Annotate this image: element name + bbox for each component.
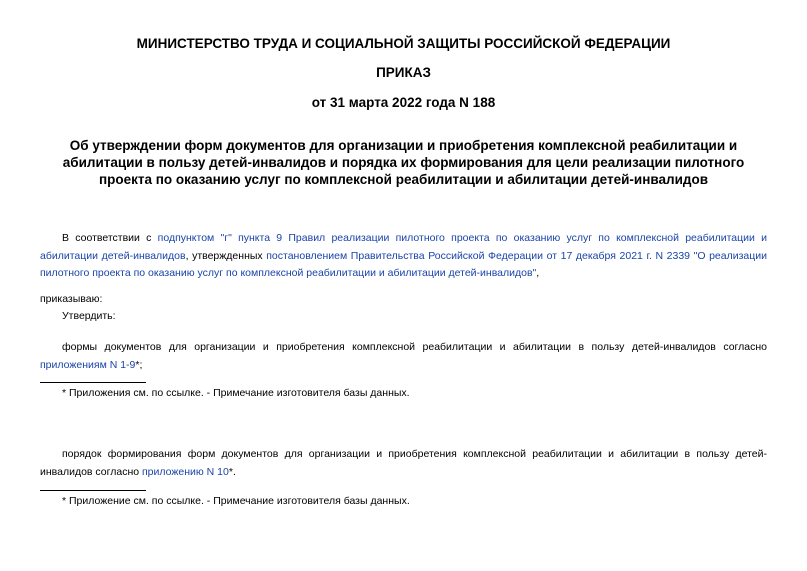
document-type: ПРИКАЗ: [376, 65, 431, 80]
preamble-text-1: В соответствии с: [62, 232, 158, 244]
footnote-2: * Приложение см. по ссылке. - Примечание изготовителя базы данных.: [62, 495, 410, 507]
footnote-divider-1: [40, 382, 146, 383]
order-word: приказываю:: [40, 293, 103, 305]
preamble-paragraph: [40, 230, 767, 283]
preamble-text-2: , утвержденных: [185, 249, 267, 262]
document-title: Об утверждении форм документов для организации и приобретения комплексной реабилитации и абилитации в пользу детей-инвалидов и порядка их формирования для цели реализации пилотного проекта по оказанию услуг по комплексной реабилитации и абилитации детей-инвалидов: [62, 138, 745, 187]
item-1-text: формы документов для организации и приобретения комплексной реабилитации и абилитации в пользу детей-инвалидов согласно: [62, 341, 767, 353]
item-2-paragraph: [40, 446, 767, 481]
ministry-heading: МИНИСТЕРСТВО ТРУДА И СОЦИАЛЬНОЙ ЗАЩИТЫ РОССИЙСКОЙ ФЕДЕРАЦИИ: [136, 36, 671, 51]
document-date-number: от 31 марта 2022 года N 188: [311, 95, 496, 110]
item-2-text: порядок формирования форм документов для организации и приобретения комплексной реабилитации и абилитации в пользу детей-инвалидов согласно: [40, 448, 767, 478]
item-2-tail: *.: [228, 465, 236, 478]
appendix-10-link[interactable]: приложению N 10: [142, 465, 229, 478]
rules-link[interactable]: подпунктом "г" пункта 9 Правил реализации пилотного проекта по оказанию услуг по комплексной реабилитации и абилитации детей-инвалидов: [40, 232, 768, 262]
appendices-link[interactable]: приложениям N 1-9: [40, 358, 136, 371]
footnote-1: * Приложения см. по ссылке. - Примечание изготовителя базы данных.: [62, 387, 410, 399]
item-1-tail: *;: [135, 358, 143, 371]
footnote-divider-2: [40, 490, 146, 491]
resolution-link[interactable]: постановлением Правительства Российской Федерации от 17 декабря 2021 г. N 2339 "О реализации пилотного проекта по оказанию услуг по комплексной реабилитации и абилитации детей-инвалидов": [40, 249, 767, 279]
item-1-paragraph: [40, 339, 767, 374]
approve-word: Утвердить:: [62, 310, 116, 322]
preamble-text-3: ,: [536, 267, 540, 279]
